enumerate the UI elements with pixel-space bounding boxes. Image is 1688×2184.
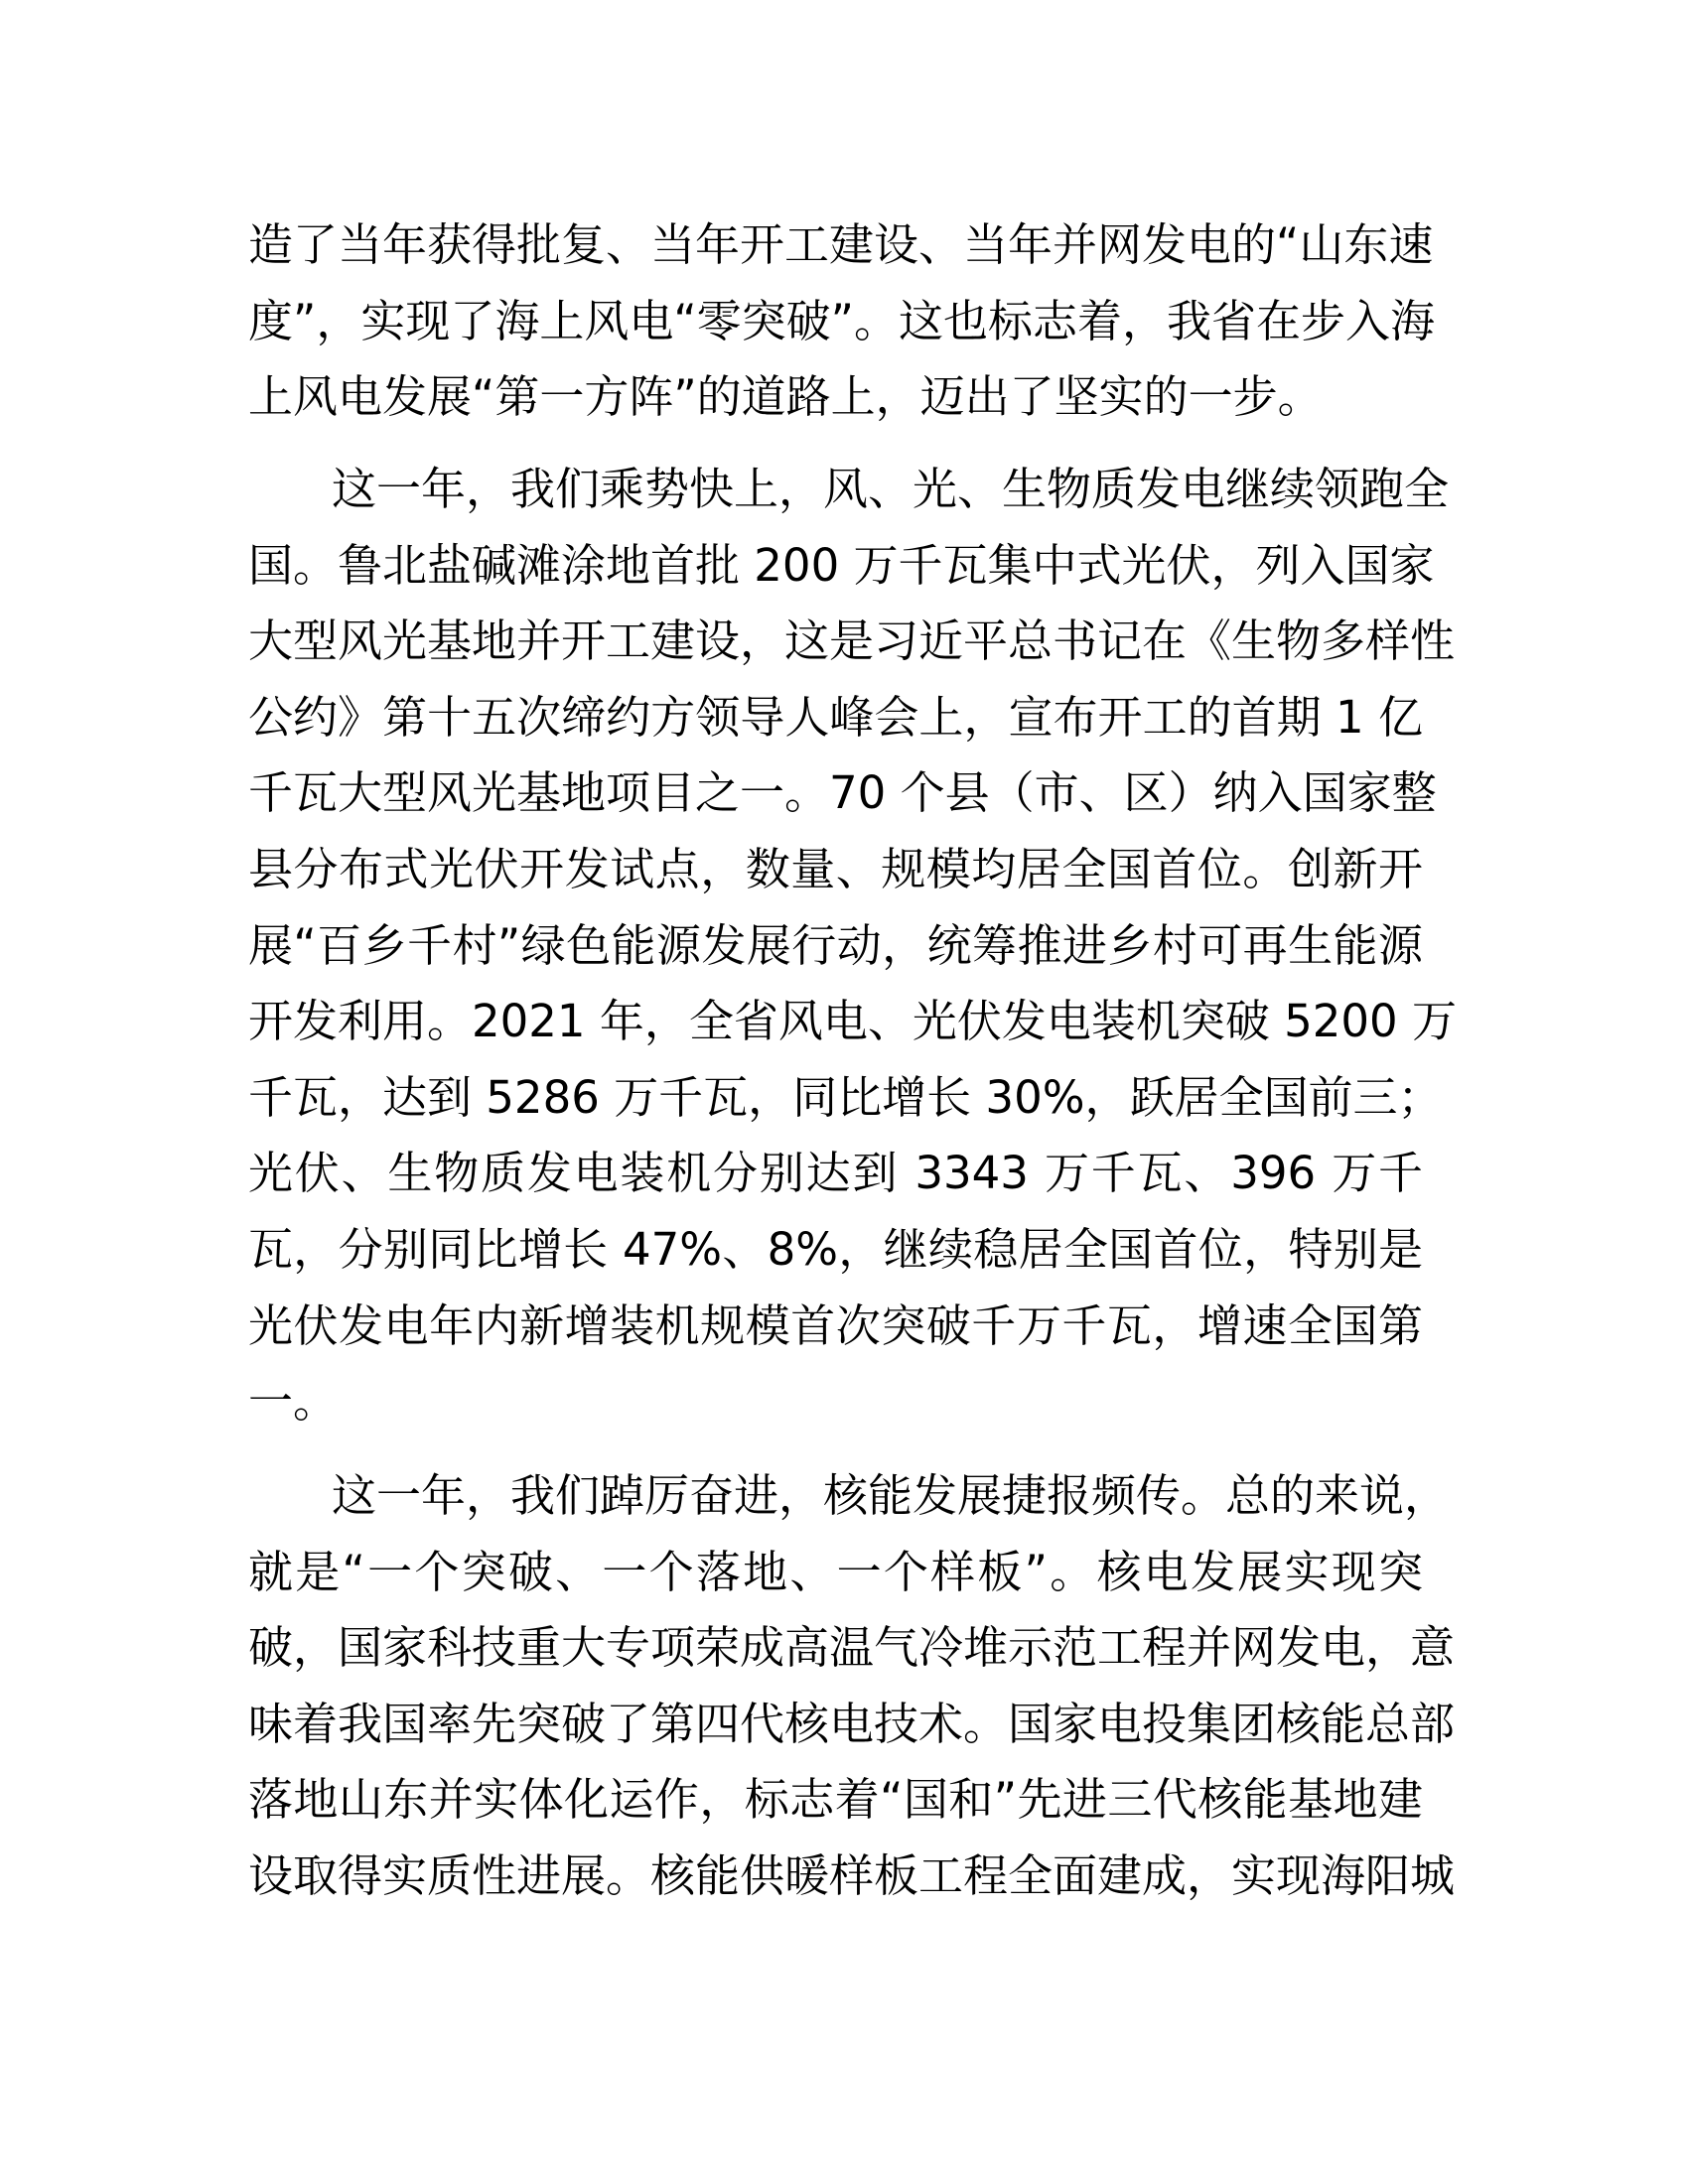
text-line: 就是“一个突破、一个落地、一个样板”。核电发展实现突 bbox=[248, 1545, 1423, 1598]
text-line: 味着我国率先突破了第四代核电技术。国家电投集团核能总部 bbox=[248, 1697, 1456, 1750]
text-line: 上风电发展“第一方阵”的道路上，迈出了坚实的一步。 bbox=[248, 370, 1323, 424]
text-line: 开发利用。2021 年，全省风电、光伏发电装机突破 5200 万 bbox=[248, 995, 1457, 1048]
text-line: 落地山东并实体化运作，标志着“国和”先进三代核能基地建 bbox=[248, 1773, 1423, 1827]
text-line: 展“百乡千村”绿色能源发展行动，统筹推进乡村可再生能源 bbox=[248, 918, 1423, 972]
text-line: 千瓦，达到 5286 万千瓦，同比增长 30%，跃居全国前三； bbox=[248, 1070, 1443, 1124]
text-line: 公约》第十五次缔约方领导人峰会上，宣布开工的首期 1 亿 bbox=[248, 690, 1423, 744]
text-line: 这一年，我们踔厉奋进，核能发展捷报频传。总的来说， bbox=[332, 1469, 1450, 1522]
text-line: 这一年，我们乘势快上，风、光、生物质发电继续领跑全 bbox=[332, 463, 1450, 515]
text-line: 破，国家科技重大专项荣成高温气冷堆示范工程并网发电，意 bbox=[248, 1621, 1456, 1675]
text-line: 县分布式光伏开发试点，数量、规模均居全国首位。创新开 bbox=[248, 843, 1423, 895]
text-line: 瓦，分别同比增长 47%、8%，继续稳居全国首位，特别是 bbox=[248, 1223, 1423, 1276]
text-line: 造了当年获得批复、当年开工建设、当年并网发电的“山东速 bbox=[248, 218, 1434, 271]
text-line: 光伏发电年内新增装机规模首次突破千万千瓦，增速全国第 bbox=[248, 1298, 1423, 1352]
text-line: 一。 bbox=[248, 1375, 339, 1429]
text-line: 设取得实质性进展。核能供暖样板工程全面建成，实现海阳城 bbox=[248, 1849, 1456, 1902]
text-line: 千瓦大型风光基地项目之一。70 个县（市、区）纳入国家整 bbox=[248, 766, 1437, 820]
text-line: 国。鲁北盐碱滩涂地首批 200 万千瓦集中式光伏，列入国家 bbox=[248, 538, 1435, 592]
text-line: 光伏、生物质发电装机分别达到 3343 万千瓦、396 万千 bbox=[248, 1147, 1423, 1200]
text-line: 度”，实现了海上风电“零突破”。这也标志着，我省在步入海 bbox=[248, 294, 1435, 347]
text-line: 大型风光基地并开工建设，这是习近平总书记在《生物多样性 bbox=[248, 614, 1456, 668]
